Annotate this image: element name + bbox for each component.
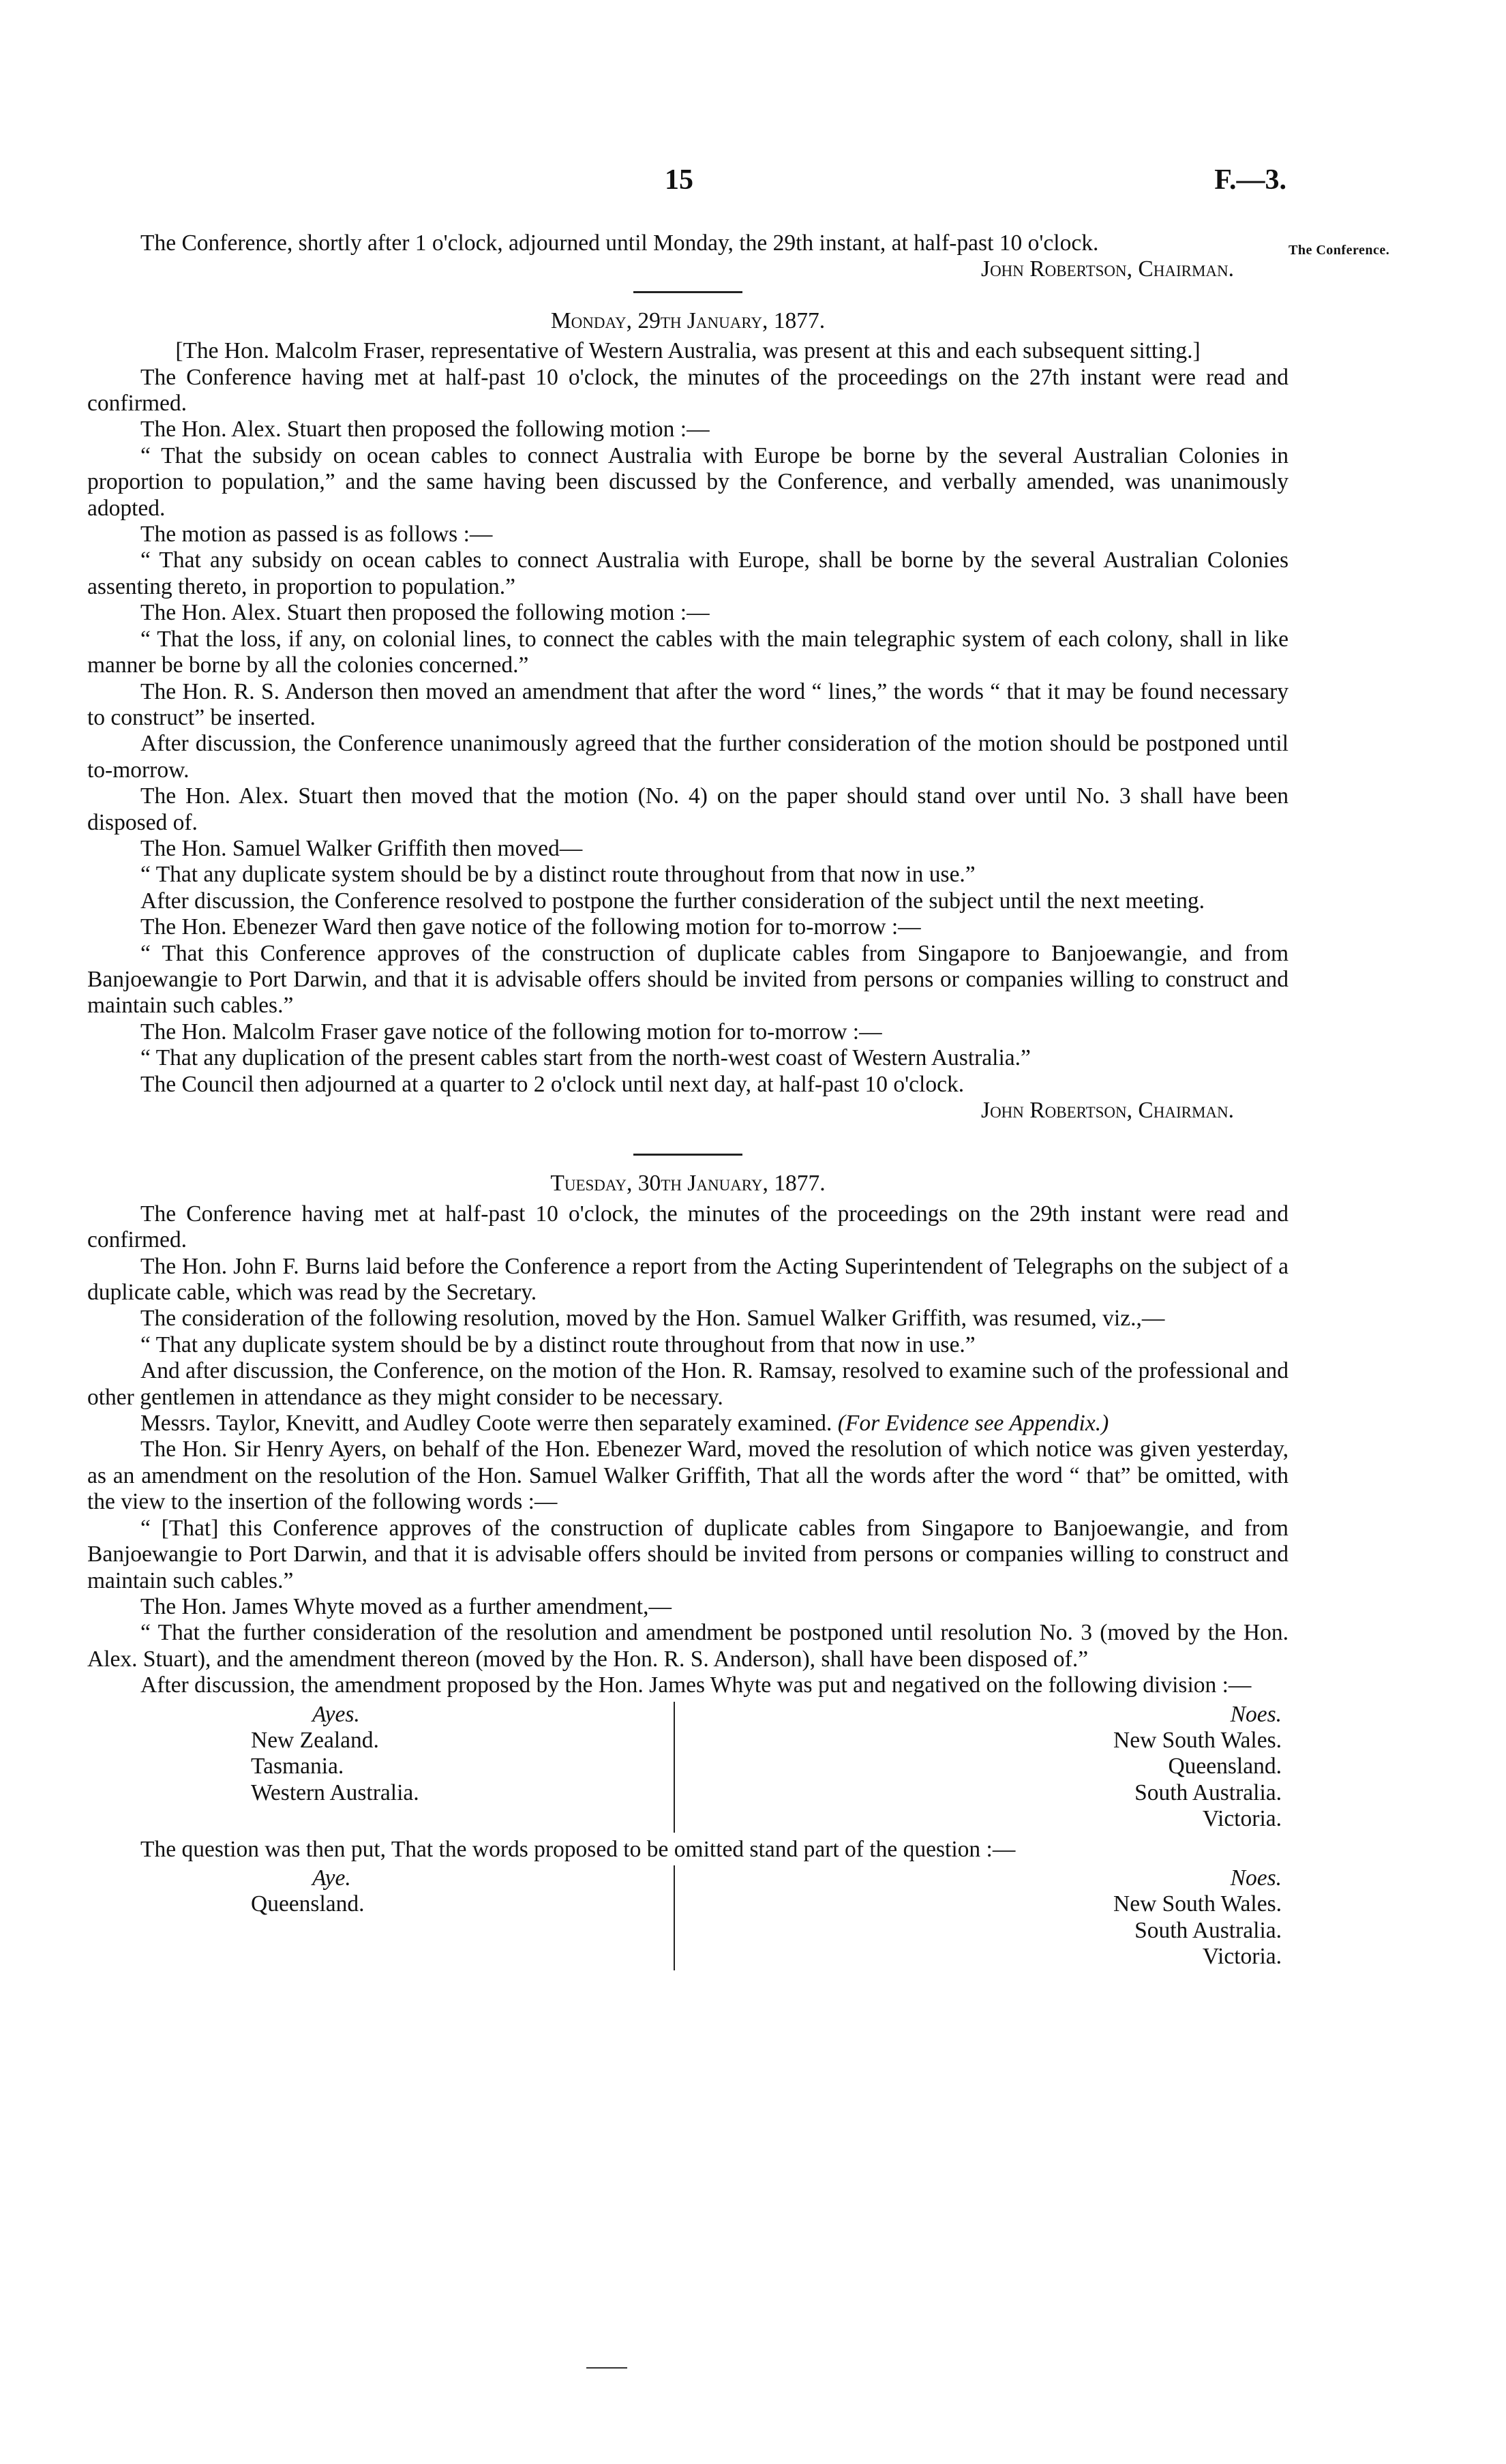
- paragraph: [87, 1411, 1289, 1437]
- list-item: New South Wales.: [1113, 1727, 1282, 1753]
- division-table: [87, 1865, 1289, 1970]
- section-divider: [633, 1154, 742, 1156]
- ayes-column: [87, 1702, 675, 1833]
- document-body: [87, 230, 1289, 1974]
- ayes-heading: Aye.: [312, 1865, 351, 1891]
- paragraph: After discussion, the Conference resolved to postpone the further consideration of the subject until the next meeting.: [140, 888, 1205, 914]
- margin-note: The Conference.: [1289, 243, 1390, 258]
- paragraph: “ That any duplicate system should be by a distinct route throughout from that now in use.”: [140, 1332, 976, 1357]
- paragraph: “ That any subsidy on ocean cables to connect Australia with Europe, shall be borne by the several Australian Colonies assenting thereto, in proportion to population.”: [87, 547, 1289, 599]
- paragraph: “ That any duplication of the present cables start from the north-west coast of Western Australia.”: [140, 1045, 1031, 1071]
- chairman-signature: John Robertson, Chairman.: [981, 256, 1234, 282]
- paragraph: The Hon. Ebenezer Ward then gave notice of the following motion for to-morrow :—: [140, 914, 921, 940]
- list-item: Queensland.: [1168, 1754, 1282, 1779]
- list-item: Western Australia.: [251, 1779, 419, 1805]
- paragraph: The Hon. Sir Henry Ayers, on behalf of the Hon. Ebenezer Ward, moved the resolution of which notice was given yesterday, as an amendment on the resolution of the Hon. Samuel Walker Griffith, That all the words after the word “ that” be omitted, with the view to the insertion of the following words :—: [87, 1437, 1289, 1515]
- paragraph: The Hon. Alex. Stuart then proposed the following motion :—: [140, 417, 710, 442]
- paragraph: “ That the loss, if any, on colonial lines, to connect the cables with the main telegraphic system of each colony, shall in like manner be borne by all the colonies concerned.”: [87, 626, 1289, 678]
- paragraph: The consideration of the following resolution, moved by the Hon. Samuel Walker Griffith, was resumed, viz.,—: [140, 1306, 1165, 1332]
- list-item: Tasmania.: [251, 1754, 344, 1779]
- paragraph: The Council then adjourned at a quarter to 2 o'clock until next day, at half-past 10 o'clock.: [140, 1071, 965, 1097]
- list-item: [251, 1944, 674, 1970]
- paragraph: The Hon. R. S. Anderson then moved an amendment that after the word “ lines,” the words “ that it may be found necessary to construct” be inserted.: [87, 678, 1289, 730]
- list-item: South Australia.: [1134, 1779, 1282, 1805]
- paragraph: “ That the further consideration of the resolution and amendment be postponed until resolution No. 3 (moved by the Hon. Alex. Stuart), and the amendment thereon (moved by the Hon. R. S. Anderson), shall have been disposed of.”: [87, 1620, 1289, 1672]
- date-heading: Tuesday, 30th January, 1877.: [550, 1171, 826, 1197]
- paragraph: “ That the subsidy on ocean cables to connect Australia with Europe be borne by the several Australian Colonies in proportion to population,” and the same having been discussed by the Conference, and verbally amended, was unanimously adopted.: [87, 442, 1289, 521]
- paragraph: The Hon. John F. Burns laid before the Conference a report from the Acting Superintendent of Telegraphs on the subject of a duplicate cable, which was read by the Secretary.: [87, 1253, 1289, 1306]
- paragraph: After discussion, the Conference unanimously agreed that the further consideration of the motion should be postponed until to-morrow.: [87, 731, 1289, 783]
- paragraph: The Hon. Alex. Stuart then proposed the following motion :—: [140, 600, 710, 626]
- paragraph: The Hon. Malcolm Fraser gave notice of the following motion for to-morrow :—: [140, 1019, 882, 1045]
- evidence-note: (For Evidence see Appendix.): [837, 1411, 1109, 1437]
- page-code: F.—3.: [1214, 164, 1286, 196]
- paragraph: And after discussion, the Conference, on the motion of the Hon. R. Ramsay, resolved to examine such of the professional and other gentlemen in attendance as they might consider to be necessary.: [87, 1358, 1289, 1410]
- paragraph: After discussion, the amendment proposed by the Hon. James Whyte was put and negatived on the following division :—: [140, 1672, 1252, 1698]
- list-item: [251, 1918, 674, 1944]
- paragraph: The Hon. James Whyte moved as a further amendment,—: [140, 1593, 672, 1619]
- noes-heading: Noes.: [1230, 1701, 1282, 1727]
- list-item: Victoria.: [1202, 1806, 1282, 1832]
- paragraph: “ That this Conference approves of the construction of duplicate cables from Singapore to Banjoewangie, and from Banjoewangie to Port Darwin, and that it is advisable offers should be invited from persons or companies willing to construct and maintain such cables.”: [87, 940, 1289, 1019]
- list-item: New Zealand.: [251, 1727, 379, 1753]
- page-end-rule: [586, 2367, 627, 2369]
- list-item: Queensland.: [251, 1891, 365, 1917]
- page-number: 15: [665, 164, 693, 196]
- ayes-heading: Ayes.: [312, 1701, 360, 1727]
- paragraph: [The Hon. Malcolm Fraser, representative of Western Australia, was present at this and each subsequent sitting.]: [175, 338, 1201, 364]
- paragraph: “ [That] this Conference approves of the construction of duplicate cables from Singapore to Banjoewangie, and from Banjoewangie to Port Darwin, and that it is advisable offers should be invited from persons or companies willing to construct and maintain such cables.”: [87, 1515, 1289, 1593]
- list-item: [251, 1806, 674, 1832]
- paragraph: The Conference having met at half-past 10 o'clock, the minutes of the proceedings on the 27th instant were read and confirmed.: [87, 364, 1289, 417]
- paragraph: The question was then put, That the words proposed to be omitted stand part of the question :—: [140, 1836, 1016, 1862]
- list-item: Victoria.: [1202, 1944, 1282, 1970]
- paragraph: The motion as passed is as follows :—: [140, 522, 493, 547]
- paragraph: The Hon. Alex. Stuart then moved that the motion (No. 4) on the paper should stand over until No. 3 shall have been disposed of.: [87, 783, 1289, 835]
- noes-heading: Noes.: [1230, 1865, 1282, 1891]
- paragraph: The Hon. Samuel Walker Griffith then moved—: [140, 835, 583, 861]
- paragraph-text: Messrs. Taylor, Knevitt, and Audley Coote werre then separately examined.: [140, 1411, 832, 1437]
- paragraph: The Conference, shortly after 1 o'clock, adjourned until Monday, the 29th instant, at half-past 10 o'clock.: [140, 230, 1099, 256]
- chairman-signature: John Robertson, Chairman.: [981, 1098, 1234, 1123]
- paragraph: The Conference having met at half-past 10 o'clock, the minutes of the proceedings on the 29th instant were read and confirmed.: [87, 1201, 1289, 1253]
- noes-column: [675, 1702, 1282, 1833]
- date-heading: Monday, 29th January, 1877.: [550, 307, 826, 333]
- list-item: New South Wales.: [1113, 1891, 1282, 1917]
- section-divider: [633, 291, 742, 293]
- list-item: South Australia.: [1134, 1917, 1282, 1943]
- paragraph: “ That any duplicate system should be by a distinct route throughout from that now in use.”: [140, 862, 976, 888]
- ayes-column: [87, 1865, 675, 1970]
- division-table: [87, 1702, 1289, 1833]
- noes-column: [675, 1865, 1282, 1970]
